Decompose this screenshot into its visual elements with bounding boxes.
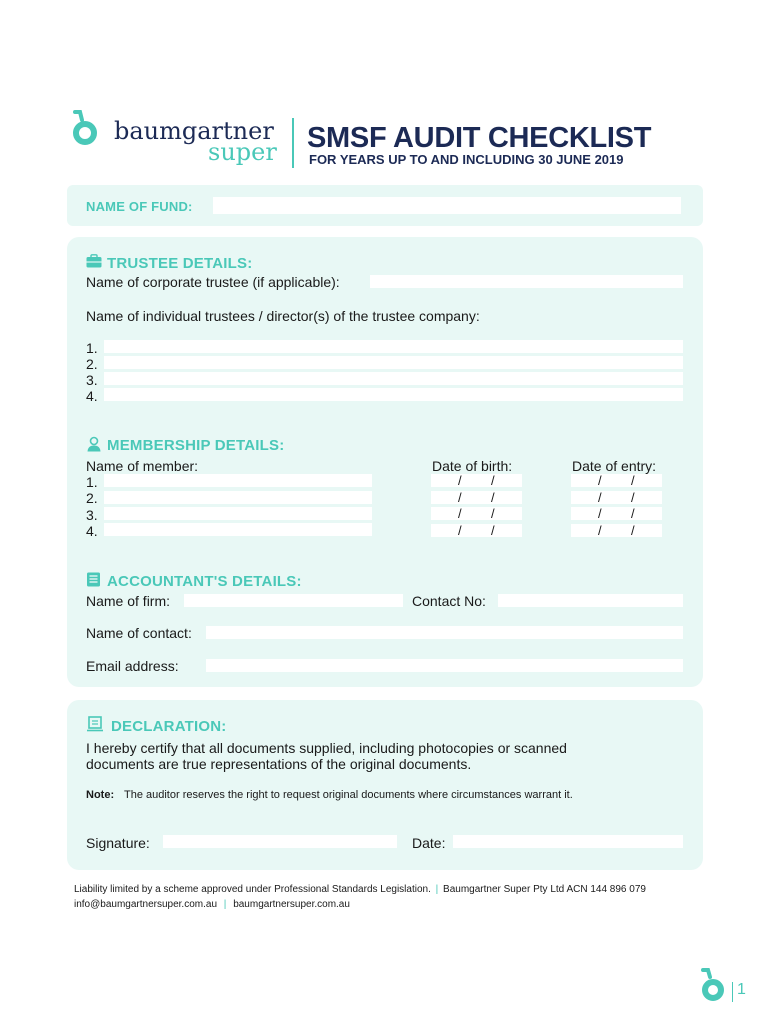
member-name-field-2[interactable] xyxy=(104,491,372,504)
firm-field[interactable] xyxy=(184,594,403,607)
member-dob-field-1[interactable] xyxy=(431,474,522,487)
declaration-heading: DECLARATION: xyxy=(111,718,227,735)
footer-email-link[interactable]: info@baumgartnersuper.com.au xyxy=(74,899,218,910)
note-label: Note: xyxy=(86,789,115,801)
member-number-2: 2. xyxy=(86,490,98,506)
entry-slash: / xyxy=(631,523,635,538)
trustee-number-2: 2. xyxy=(86,356,98,372)
footer-website-link[interactable]: baumgartnersuper.com.au xyxy=(233,899,350,910)
footer-line-2 xyxy=(74,899,350,910)
dob-slash: / xyxy=(491,523,495,538)
declaration-statement-line-1: I hereby certify that all documents supplied, including photocopies or scanned xyxy=(86,740,567,756)
member-entry-field-3[interactable] xyxy=(571,507,662,520)
liability-text: Liability limited by a scheme approved under Professional Standards Legislation. xyxy=(74,884,431,895)
individual-trustees-label: Name of individual trustees / director(s) of the trustee company: xyxy=(86,308,480,324)
firm-label: Name of firm: xyxy=(86,593,171,609)
contact-no-label: Contact No: xyxy=(412,593,486,609)
brand-name-bottom: super xyxy=(208,138,277,166)
trustee-field-4[interactable] xyxy=(104,388,683,401)
contact-no-field[interactable] xyxy=(498,594,683,607)
trustee-field-2[interactable] xyxy=(104,356,683,369)
member-number-4: 4. xyxy=(86,523,98,539)
dob-slash: / xyxy=(491,506,495,521)
footer-logo-mark-icon xyxy=(700,968,726,1002)
trustee-field-1[interactable] xyxy=(104,340,683,353)
member-entry-field-2[interactable] xyxy=(571,491,662,504)
trustee-field-3[interactable] xyxy=(104,372,683,385)
accountant-heading: ACCOUNTANT'S DETAILS: xyxy=(107,573,302,590)
membership-heading: MEMBERSHIP DETAILS: xyxy=(107,437,285,454)
member-name-field-3[interactable] xyxy=(104,507,372,520)
briefcase-icon xyxy=(86,254,102,268)
entry-slash: / xyxy=(598,506,602,521)
page-number-divider xyxy=(732,982,733,1002)
fund-name-field[interactable] xyxy=(213,197,681,214)
document-icon xyxy=(86,716,104,732)
member-entry-field-1[interactable] xyxy=(571,474,662,487)
header-divider xyxy=(292,118,294,168)
member-dob-field-3[interactable] xyxy=(431,507,522,520)
page-number: 1 xyxy=(737,981,746,998)
note-text: The auditor reserves the right to request original documents where circumstances warrant it. xyxy=(124,789,573,801)
corporate-trustee-field[interactable] xyxy=(370,275,683,288)
entry-slash: / xyxy=(631,490,635,505)
dob-label: Date of birth: xyxy=(432,458,513,474)
entry-slash: / xyxy=(598,473,602,488)
signature-field[interactable] xyxy=(163,835,397,848)
footer-separator: | xyxy=(435,884,439,895)
trustee-number-1: 1. xyxy=(86,340,98,356)
page-subtitle: FOR YEARS UP TO AND INCLUDING 30 JUNE 2019 xyxy=(309,152,624,167)
brand-logo xyxy=(72,108,292,172)
email-field[interactable] xyxy=(206,659,683,672)
trustee-number-3: 3. xyxy=(86,372,98,388)
contact-name-label: Name of contact: xyxy=(86,625,192,641)
dob-slash: / xyxy=(491,473,495,488)
page-title: SMSF AUDIT CHECKLIST xyxy=(307,122,652,154)
footer-separator: | xyxy=(223,899,227,910)
fund-label: NAME OF FUND: xyxy=(86,199,193,214)
entry-slash: / xyxy=(631,506,635,521)
trustee-heading: TRUSTEE DETAILS: xyxy=(107,255,253,272)
date-label: Date: xyxy=(412,835,446,851)
person-icon xyxy=(86,436,102,452)
entry-label: Date of entry: xyxy=(572,458,657,474)
dob-slash: / xyxy=(458,473,462,488)
notepad-icon xyxy=(86,571,102,587)
dob-slash: / xyxy=(458,490,462,505)
member-number-1: 1. xyxy=(86,474,98,490)
logo-mark-icon xyxy=(72,110,100,146)
member-number-3: 3. xyxy=(86,507,98,523)
entry-slash: / xyxy=(631,473,635,488)
dob-slash: / xyxy=(458,506,462,521)
company-text: Baumgartner Super Pty Ltd ACN 144 896 079 xyxy=(443,884,646,895)
entry-slash: / xyxy=(598,490,602,505)
member-dob-field-2[interactable] xyxy=(431,491,522,504)
member-entry-field-4[interactable] xyxy=(571,524,662,537)
signature-label: Signature: xyxy=(86,835,150,851)
member-dob-field-4[interactable] xyxy=(431,524,522,537)
corporate-trustee-label: Name of corporate trustee (if applicable): xyxy=(86,274,340,290)
contact-name-field[interactable] xyxy=(206,626,683,639)
member-name-field-1[interactable] xyxy=(104,474,372,487)
date-field[interactable] xyxy=(453,835,683,848)
declaration-statement-line-2: documents are true representations of the original documents. xyxy=(86,756,472,772)
email-label: Email address: xyxy=(86,658,179,674)
entry-slash: / xyxy=(598,523,602,538)
dob-slash: / xyxy=(458,523,462,538)
member-name-label: Name of member: xyxy=(86,458,199,474)
member-name-field-4[interactable] xyxy=(104,523,372,536)
trustee-number-4: 4. xyxy=(86,388,98,404)
brand-name-top: baumgartner xyxy=(114,117,274,145)
dob-slash: / xyxy=(491,490,495,505)
footer-line-1 xyxy=(74,884,646,895)
